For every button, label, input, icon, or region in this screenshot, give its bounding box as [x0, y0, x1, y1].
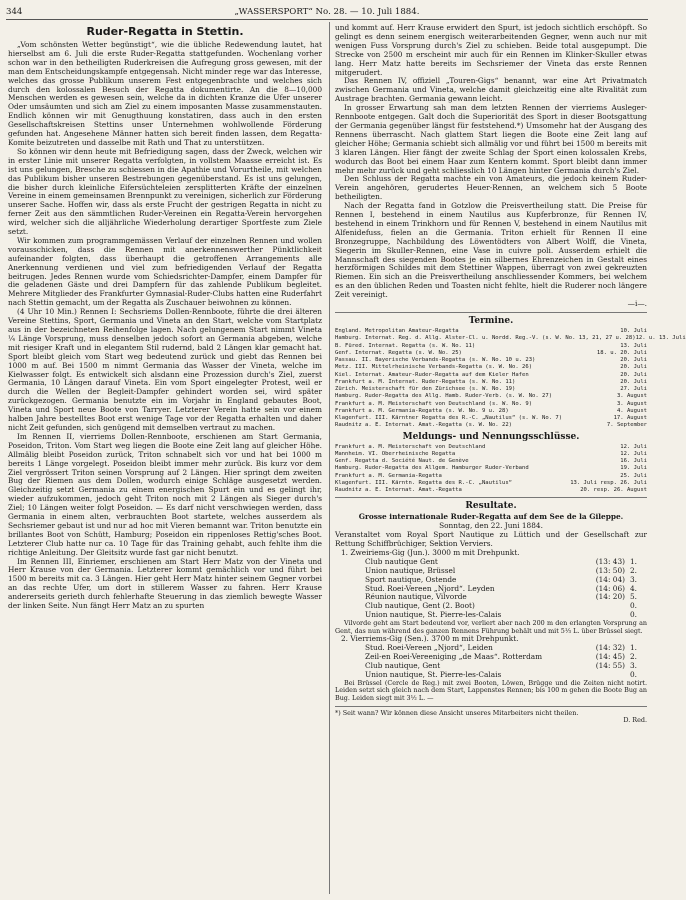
article-paragraph: Den Schluss der Regatta machte ein von Amateurs, die jedoch keinem Ruder-Verein angehören, gerudertes Heuer-Rennen, an welchem sich 5 Boote betheiligten. — [335, 174, 647, 202]
item-date: 4. August — [616, 407, 647, 414]
race-note: Vilvorde geht am Start bedeutend vor, verliert aber nach 200 m den erlangten Vorsprung an Gent, das nun während des ganzen Rennens Führung behält und mit 5⅓ L. über Brüssel siegt. — [335, 619, 647, 635]
item-date: 25. Juli — [620, 472, 647, 479]
race-results — [335, 558, 647, 620]
item-label: Frankfurt a. M. Germania-Regatta — [335, 472, 442, 479]
list-item — [335, 473, 647, 480]
result-club: Stud. Roei-Vereen „Njord“, Leiden — [365, 643, 493, 653]
resultate-organizer: Veranstaltet vom Royal Sport Nautique zu Lüttich und der Gesellschaft zur Rettung Schiffbrüchiger, Sektion Verviers. — [335, 530, 647, 548]
item-label: Raudnitz a. E. Internat. Amat.-Regatta — [335, 487, 462, 493]
article-paragraph: „Vom schönsten Wetter begünstigt“, wie die übliche Redewendung lautet, hat hierselbst am 6. Juli die erste Ruder-Regatta stattgefunden. Wochenlang vorher schon war in den betheiligten Ruderkreisen die Aufregung gross gewesen, mit der man dem Entscheidungskampfe entgegensah. Nicht minder rege war das Interesse, welches das grosse Publikum unserem Fest entgegenbrachte und welches sich durch den kolossalen Besuch der Regatta dokumentirte. An die 8—10,000 Menschen werden es gewesen sein, welche da in dichten Kranze die Ufer unserer Oder umsäumten und sich am Ziel zu einem imposanten Masse zusammenstauten. Endlich können wir mit Genugthuung konstatiren, dass auch in den ersten Gesellschaftskreisen Stettins unser Unternehmen wohlwollende Förderung gefunden hat. Angesehene Männer hatten sich bereit finden lassen, dem Regatta-Komite beizutreten und dasselbe mit Rath und That zu unterstützen. — [8, 40, 322, 147]
item-date: 13. Juli — [620, 342, 647, 349]
item-date: 3. August — [616, 400, 647, 407]
race-title: 2. Vierriems-Gig (Sen.). 3700 m mit Drehpunkt. — [341, 634, 519, 644]
result-place: 2. — [629, 565, 637, 575]
article-paragraph: Wir kommen zum programmgemässen Verlauf der einzelnen Rennen und wollen vorausschicken, dass die Rennen mit anerkennenswerther Pünktlichkeit aufeinander folgten, dass überhaupt die getroffenen Arrangements alle Anerkennung verdienen und viel zum befriedigenden Verlauf der Regatta beitrugen. Jedes Rennen wurde vom Schiedsrichter-Dampfer, einem Dampfer für die geladenen Gäste und drei Dampfern für das zahlende Publikum begleitet. Mehrere Mitglieder des Frankfurter Gymnasial-Ruder-Clubs hatten eine Ruderfahrt nach Stettin gemacht, um der Regatta als Zuschauer beiwohnen zu können. — [8, 235, 322, 308]
result-place: 0. — [629, 669, 637, 679]
list-item — [335, 328, 647, 335]
result-place: 1. — [629, 643, 637, 653]
result-club: Club nautique, Gent (2. Boot) — [365, 601, 475, 611]
footnote-signature: D. Red. — [623, 716, 647, 725]
race-note: Bei Brüssel (Cercle de Reg.) mit zwei Booten, Löwen, Brügge und die Zeiten nicht notirt. Leiden setzt sich gleich nach dem Start, Lappenstes Rennen; bis 100 m gehen die Boote Bug an Bug. Leiden siegt mit 3½ L. — — [335, 678, 647, 703]
result-place: 1. — [629, 556, 637, 566]
result-time: (14: 20) — [595, 592, 625, 602]
result-time: (14: 32) — [595, 643, 625, 653]
article-title: Ruder-Regatta in Stettin. — [86, 25, 244, 38]
result-time: (14: 06) — [595, 583, 625, 593]
item-date: 16. Juli — [620, 458, 647, 464]
item-label: Klagenfurt. III. Kärntner Regatta des R.-C. „Nautilus“ (s. W. No. 7) — [335, 415, 563, 421]
journal-header: „WASSERSPORT“ No. 28. — 10. Juli 1884. — [234, 7, 420, 17]
article-paragraph: Das Rennen IV, offiziell „Touren-Gigs“ benannt, war eine Art Privatmatch zwischen Germania und Vineta, welche damit gleichzeitig eine alte Rivalität zum Austrage brachten. Germania gewann leicht. — [335, 76, 647, 104]
list-item — [335, 357, 647, 364]
footnote-text: *) Seit wann? Wir können diese Ansicht unseres Mitarbeiters nicht theilen. — [335, 708, 579, 717]
item-label: Klagenfurt. III. Kärntn. Regatta des R.-C. „Nautilus“ — [335, 479, 512, 486]
divider — [335, 497, 647, 498]
item-label: Hamburg. Ruder-Regatta des Allgem. Hamburger Ruder-Verband — [335, 465, 529, 472]
result-time — [579, 602, 625, 611]
item-label: Genf. Internat. Regatta (s. W. No. 25) — [335, 349, 462, 356]
article-signature: —i—. — [627, 299, 647, 309]
item-label: Mannheim. VI. Oberrheinische Regatta — [335, 450, 456, 457]
item-date: 10. Juli — [620, 328, 647, 334]
list-item — [335, 343, 647, 350]
list-item — [335, 386, 647, 393]
right-column — [335, 23, 686, 725]
item-date: 20. Juli — [620, 371, 647, 378]
meldungs-list — [335, 444, 647, 495]
resultate-subheading: Grosse internationale Ruder-Regatta auf dem See de la Gileppe. — [358, 512, 624, 522]
running-header — [6, 6, 648, 18]
race-title: 1. Zweiriems-Gig (Jun.). 3000 m mit Drehpunkt. — [341, 547, 520, 557]
result-place: 0. — [629, 610, 637, 620]
list-item — [335, 422, 647, 429]
item-date: 19. Juli — [620, 465, 647, 472]
item-label: Metz. III. Mittelrheinische Verbands-Regatta (s. W. No. 26) — [335, 364, 533, 371]
footnote — [335, 710, 647, 718]
item-label: Zürich. Meisterschaft für den Zürichsee (s. W. No. 19) — [335, 386, 516, 392]
list-item — [335, 372, 647, 379]
item-label: Hamburg. Internat. Reg. d. Allg. Alster-Cl. u. Nordd. Reg.-V. (s. W. No. 13, 21, 27 u. 28) — [335, 335, 636, 342]
result-time: (14: 55) — [595, 661, 625, 671]
race-results — [335, 644, 647, 680]
item-date: 12. Juli — [620, 450, 647, 457]
result-club: Réunion nautique, Vilvorde — [365, 592, 467, 602]
item-date: 12. Juli — [620, 443, 647, 450]
result-place: 3. — [629, 661, 637, 671]
list-item — [335, 415, 647, 422]
result-club: Zeil-en Roei-Vereeniging „de Maas“. Rotterdam — [365, 652, 543, 662]
result-time: (14: 04) — [595, 574, 625, 584]
list-item — [335, 364, 647, 371]
result-club: Stud. Roei-Vereen „Njord“. Leyden — [365, 583, 495, 593]
list-item — [335, 335, 686, 342]
item-date: 27. Juli — [620, 386, 647, 392]
result-place: 0. — [629, 601, 637, 611]
resultate-heading: Resultate. — [465, 501, 517, 512]
item-date: 20. Juli — [620, 357, 647, 363]
result-time: (14: 45) — [595, 652, 625, 662]
result-time: (13: 50) — [595, 565, 625, 575]
item-label: Passau. II. Bayerische Verbands-Regatta (s. W. No. 10 u. 23) — [335, 357, 536, 363]
result-club: Sport nautique, Ostende — [365, 574, 457, 584]
list-item — [335, 401, 647, 408]
item-label: B. Füred. Internat. Regatta (s. W. No. 11) — [335, 342, 476, 349]
result-place: 5. — [629, 592, 637, 602]
result-time: (13: 43) — [595, 556, 625, 566]
item-label: Frankfurt a. M. Meisterschaft von Deutschland — [335, 443, 486, 450]
result-club: Club nautique Gent — [365, 556, 438, 566]
result-place: 4. — [629, 583, 637, 593]
list-item — [335, 480, 647, 487]
list-item — [335, 458, 647, 465]
item-label: Frankfurt a. M. Internat. Ruder-Regatta (s. W. No. 11) — [335, 378, 516, 385]
item-label: England. Metropolitan Amateur-Regatta — [335, 328, 459, 334]
header-rule — [6, 19, 648, 20]
item-date: 13. Juli resp. 26. Juli — [570, 479, 647, 486]
item-label: Genf. Regatta d. Société Naut. de Genève — [335, 458, 469, 464]
page-number: 344 — [6, 7, 23, 17]
item-date: 20. Juli — [620, 378, 647, 385]
termine-list — [335, 328, 686, 430]
list-item — [335, 408, 647, 415]
item-date: 20. Juli — [620, 364, 647, 371]
item-label: Kiel. Internat. Amateur-Ruder-Regatta auf dem Kieler Hafen — [335, 371, 529, 378]
article-paragraph: In grosser Erwartung sah man dem letzten Rennen der vierriems Ausleger-Rennboote entgegen. Galt doch die Superiorität des Sport in dieser Bootsgattung der Germania gegenüber längst für feststehend.*) Umsomehr hat der Ausgang des Rennens überrascht. Nach glattem Start liegen die Boote eine Zeit lang auf gleicher Höhe; Germania schiebt sich allmälig vor und führt bei 1500 m bereits mit 3 klaren Längen. Hier fängt der zweite Schlag der Sport einen kolossalen Krebs, wodurch das Boot bei einem Haar zum Kentern kommt. Sport bleibt dann immer mehr mehr zurück und geht schliesslich 10 Längen hinter Germania durch's Ziel. — [335, 103, 647, 175]
article-paragraph: und kommt auf. Herr Krause erwidert den Spurt, ist jedoch sichtlich erschöpft. So gelingt es denn seinem energisch weiterarbeitenden Gegner, wenn auch nur mit wenigen Fuss Vorsprung durch's Ziel zu schieben. Beide total ausgepumpt. Die Strecke von 2500 m erscheint mir auch für ein Rennen im Klinker-Skuller etwas lang. Herr Matz hatte bereits im Sechsriemer der Vineta das erste Rennen mitgerudert. — [335, 23, 647, 77]
item-date: 17. August — [613, 415, 647, 421]
item-label: Frankfurt a. M. Meisterschaft von Deutschland (s. W. No. 9) — [335, 400, 533, 407]
result-club: Union nautique, Brüssel — [365, 565, 456, 575]
item-label: Frankfurt a. M. Germania-Regatta (s. W. No. 9 u. 28) — [335, 407, 509, 414]
list-item — [335, 379, 647, 386]
article-paragraph: (4 Uhr 10 Min.) Rennen I: Sechsriems Dollen-Rennboote, führte die drei älteren Vereine Stettins, Sport, Germania und Vineta an den Start, welche vom Startplatz aus in der bezeichneten Reihenfolge lagen. Nach gelungenem Start nimmt Vineta ¼ Länge Vorsprung, muss denselben jedoch sofort an Germania abgeben, welche mit riesiger Kraft und in elegantem Stil rudernd, bald 2 Längen klar gemacht hat. Sport bleibt gleich vom Start weg bedeutend zurück und giebt das Rennen bei 1000 m auf. Bei 1500 m nimmt Germania das Wasser der Vineta, welche im Kielwasser folgt. Es entwickelt sich alsdann eine Prozession durch's Ziel, zuerst Germania, 10 Längen darauf Vineta. Ein vom Sport eingelegter Protest, weil er durch die Wellen der Begleit-Dampfer gehindert worden sei, wird später zurückgezogen. Germania benutzte ein im Vorjahr in England gebautes Boot, Vineta und Sport neue Boote von Tarryer. Letzterer Verein hatte sein vor einem halben Jahre bestelltes Boot erst wenige Tage vor der Regatta erhalten und daher nicht Zeit gefunden, sich genügend mit demselben vertraut zu machen. — [8, 307, 322, 432]
item-date: 20. resp. 26. August — [580, 487, 647, 493]
article-paragraph: Nach der Regatta fand in Gotzlow die Preisvertheilung statt. Die Preise für Rennen I, bestehend in einem Nautilus aus Kupferbronze, für Rennen IV, bestehend in einem Trinkhorn und für Rennen V, bestehend in einem Nautilus mit Alfenidefuss, fielen an die Germania. Triton erhielt für Rennen II eine Bronzegruppe, Nachbildung des Löwentödters von Albert Wolff, die Vineta, Siegerin im Skuller-Rennen, eine Vase in cuivre poli. Ausserdem erhielt die Mannschaft des siegenden Bootes je ein silbernes Ehrenzeichen in Gestalt eines herzförmigen Schildes mit dem Stettiner Wappen, überragt von zwei gekreuzten Riemen. Ein sich an die Preisvertheilung anschliessender Kommers, bei welchem es an den üblichen Reden und Toasten nicht fehlte, hielt die Ruderer noch längere Zeit vereinigt. — [335, 201, 647, 300]
item-date: 12. u. 13. Juli — [635, 335, 686, 342]
meldungs-heading: Meldungs- und Nennungsschlüsse. — [402, 431, 580, 442]
list-item — [335, 444, 647, 451]
list-item — [335, 487, 647, 494]
left-column — [8, 24, 322, 611]
divider — [335, 706, 647, 707]
item-date: 3. August — [616, 393, 647, 400]
result-club: Club nautique, Gent — [365, 661, 441, 671]
item-date: 7. September — [606, 422, 647, 429]
result-club: Union nautique, St. Pierre-les-Calais — [365, 669, 502, 679]
resultate-date: Sonntag, den 22. Juni 1884. — [439, 521, 543, 531]
termine-heading: Termine. — [468, 316, 514, 326]
article-paragraph: So können wir denn heute mit Befriedigung sagen, dass der Zweck, welchen wir in erster Linie mit unserer Regatta verfolgten, in vollstem Maasse erreicht ist. Es ist uns gelungen, Bresche zu schiessen in die Apathie und Vorurtheile, mit welchen das Publikum bisher unseren Bestrebungen gegenüberstand. Es ist uns gelungen, die bisher durch kleinliche Eifersüchteleien zersplitterten Kräfte der einzelnen Vereine in einem gemeinsamen Brennpunkt zu vereinigen, sicherlich zur Förderung unserer Sache. Hoffen wir, dass als erste Frucht der gestrigen Regatta in nicht zu ferner Zeit aus den sämmtlichen Ruder-Vereinen ein Regatta-Verein hervorgehen wird, welcher sich die alljährliche Wiederholung derartiger Sportfeste zum Ziele setzt. — [8, 146, 322, 237]
column-divider — [329, 22, 330, 894]
list-item — [335, 350, 647, 357]
list-item — [335, 451, 647, 458]
list-item — [335, 465, 647, 472]
result-place: 2. — [629, 652, 637, 662]
divider — [335, 312, 647, 313]
article-paragraph: Im Rennen III, Einriemer, erschienen am Start Herr Matz von der Vineta und Herr Krause von der Germania. Letzterer kommt gemächlich vor und führt bei 1500 m bereits mit ca. 3 Längen. Hier geht Herr Matz hinter seinem Gegner vorbei an das rechte Ufer, um dort in stillerem Wasser zu fahren. Herr Krause andererseits gerieth durch fehlerhafte Steuerung in das ziemlich bewegte Wasser der linken Seite. Nun fängt Herr Matz an zu spurten — [8, 556, 322, 611]
item-label: Hamburg. Ruder-Regatta des Allg. Hamb. Ruder-Verb. (s. W. No. 27) — [335, 393, 553, 400]
result-place: 3. — [629, 574, 637, 584]
result-club: Union nautique, St. Pierre-les-Calais — [365, 610, 502, 620]
list-item — [335, 393, 647, 400]
item-date: 18. u. 20. Juli — [596, 349, 647, 356]
item-label: Raudnitz a. E. Internat. Amat.-Regatta (s. W. No. 22) — [335, 422, 512, 429]
article-paragraph: Im Rennen II, vierriems Dollen-Rennboote, erschienen am Start Germania, Poseidon, Triton. Vom Start weg liegen die Boote eine Zeit lang auf gleicher Höhe. Allmälig bleibt Poseidon zurück, Triton schnabelt sich vor und hat bei 1000 m bereits 1 Länge vorgelegt. Poseidon bleibt immer mehr zurück. Bis kurz vor dem Ziel vergrössert Triton seinen Vorsprung auf 2 Längen. Hier springt dem zweiten Bug der Riemen aus dem Dollen, wodurch einige Schläge ausgesetzt werden. Gleichzeitig setzt Germania zu einem energischen Spurt ein und es gelingt ihr, wieder aufzukommen, jedoch geht Triton noch mit 2 Längen als Sieger durch's Ziel; 10 Längen weiter folgt Poseidon. — Es darf nicht verschwiegen werden, dass Germania in einem alten, verbrauchten Boot startete, welches ausserdem als Sechsriemer gebaut ist und nur ad hoc mit Vieren bemannt war. Triton benutzte ein brillantes Boot von Schütt, Hamburg; Poseidon ein rippenloses Rettig'sches Boot. Letzterer Club hatte nur ca. 10 Tage für das Training gehabt, auch fehlte ihm die richtige Anleitung. Der Gleitsitz wurde fast gar nicht benutzt. — [8, 431, 322, 557]
